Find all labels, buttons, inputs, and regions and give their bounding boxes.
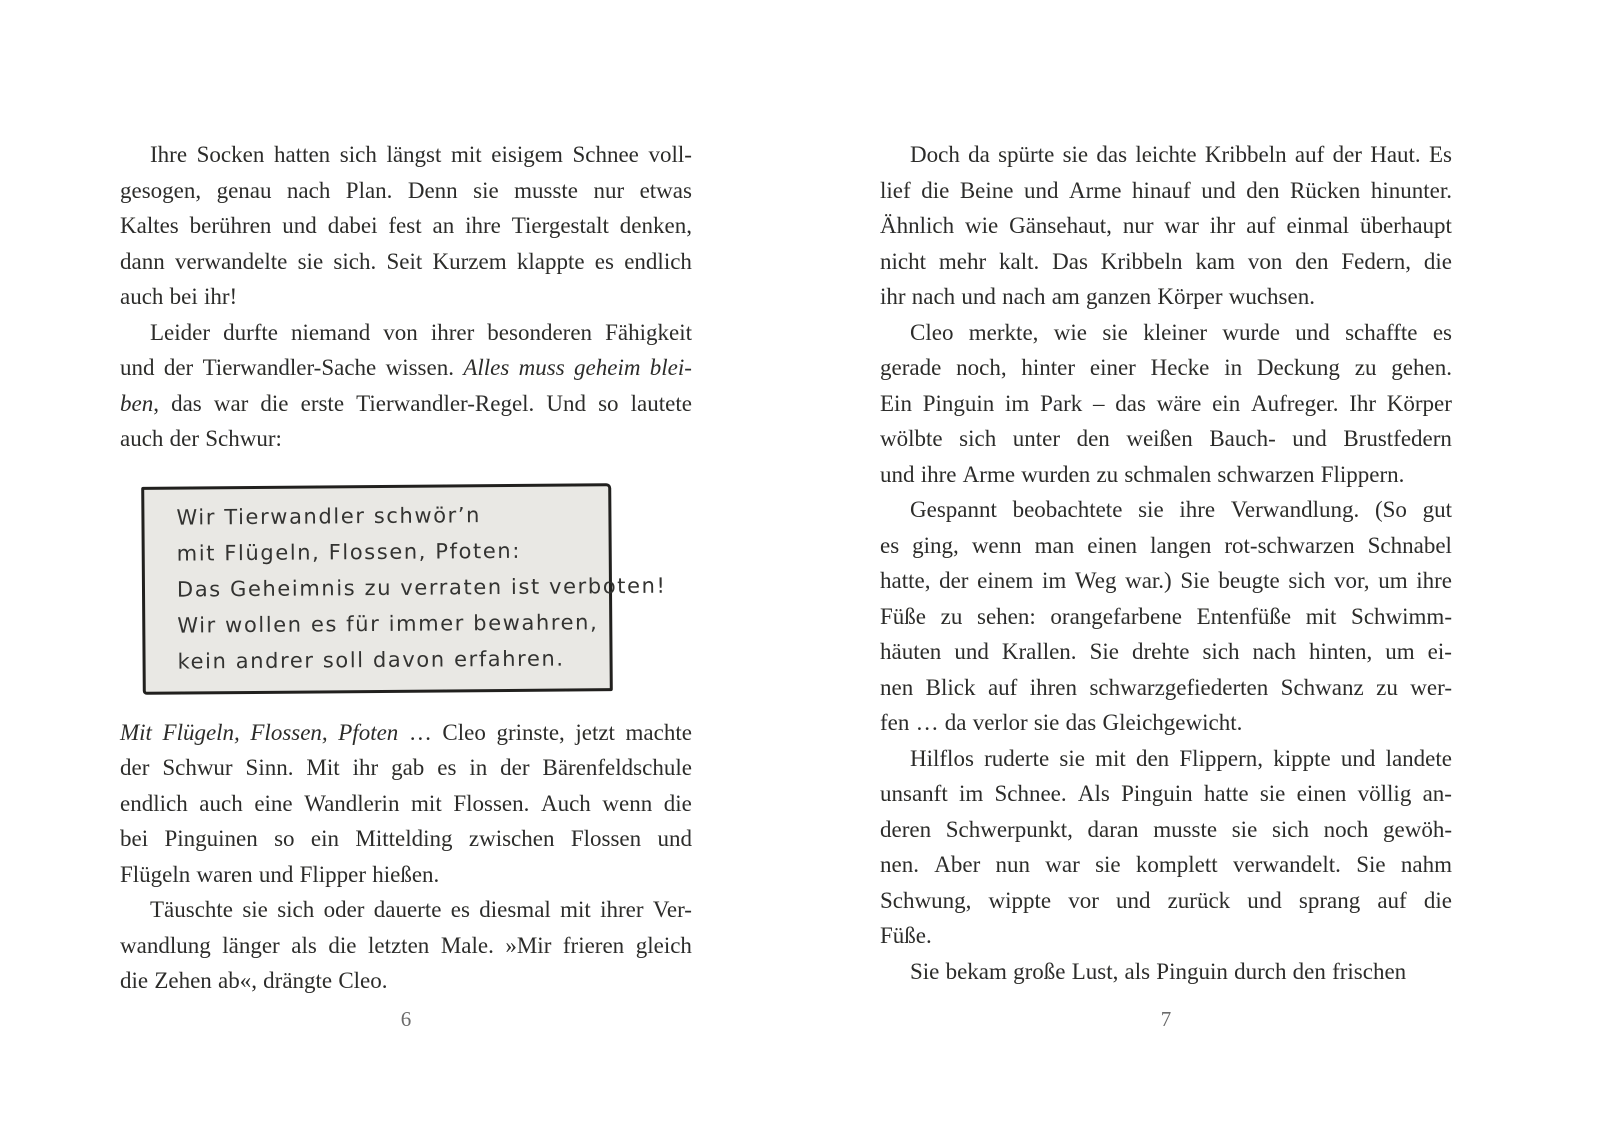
paragraph: [880, 137, 1452, 315]
text-line: ben, das war die erste Tierwandler-Regel. Und so lautete: [120, 390, 692, 416]
paragraph: [880, 492, 1452, 741]
text-line: der Schwur Sinn. Mit ihr gab es in der Bärenfeldschule: [120, 755, 692, 780]
left-page-number: 6: [400, 1007, 412, 1031]
text-line: Hilflos ruderte sie mit den Flippern, kippte und landete: [910, 745, 1452, 771]
text-line: Füße.: [880, 923, 932, 948]
text-line: gesogen, genau nach Plan. Denn sie musste nur etwas: [120, 177, 692, 203]
right-page-number: 7: [1160, 1007, 1172, 1031]
oath-line: kein andrer soll davon erfahren.: [177, 646, 565, 674]
text-line: Füße zu sehen: orangefarbene Entenfüße mit Schwimm-: [880, 603, 1452, 629]
text-line: gerade noch, hinter einer Hecke in Deckung zu gehen.: [880, 355, 1452, 380]
paragraph: [880, 954, 1452, 990]
text-line: Doch da spürte sie das leichte Kribbeln auf der Haut. Es: [910, 142, 1452, 167]
text-line: nen. Aber nun war sie komplett verwandelt. Sie nahm: [880, 852, 1452, 877]
paragraph: [120, 892, 692, 999]
text-line: auch der Schwur:: [120, 426, 282, 451]
text-line: auch bei ihr!: [120, 284, 238, 309]
oath-line: Das Geheimnis zu verraten ist verboten!: [176, 573, 667, 602]
text-line: es ging, wenn man einen langen rot-schwarzen Schnabel: [880, 532, 1452, 558]
text-line: Kaltes berühren und dabei fest an ihre Tiergestalt denken,: [120, 213, 692, 238]
text-line: Ein Pinguin im Park – das wäre ein Aufreger. Ihr Körper: [880, 390, 1452, 416]
paragraph: [120, 137, 692, 315]
text-line: nen Blick auf ihren schwarzgefiederten Schwanz zu wer-: [880, 674, 1452, 700]
text-line: hatte, der einem im Weg war.) Sie beugte sich vor, um ihre: [880, 568, 1452, 593]
text-line: endlich auch eine Wandlerin mit Flossen. Auch wenn die: [120, 790, 692, 816]
text-line: ihr nach und nach am ganzen Körper wuchsen.: [880, 284, 1315, 309]
oath-box: [141, 483, 667, 695]
text-line: Schwung, wippte vor und zurück und sprang auf die: [880, 887, 1452, 913]
text-line: deren Schwerpunkt, daran musste sie sich noch gewöh-: [880, 816, 1452, 842]
text-line: Cleo merkte, wie sie kleiner wurde und schaffte es: [910, 319, 1452, 345]
text-line: wölbte sich unter den weißen Bauch- und Brustfedern: [880, 426, 1452, 451]
text-line: lief die Beine und Arme hinauf und den Rücken hinunter.: [880, 177, 1452, 203]
left-page-text: [120, 137, 692, 999]
text-line: Gespannt beobachtete sie ihre Verwandlung. (So gut: [910, 497, 1452, 522]
text-line: Ähnlich wie Gänsehaut, nur war ihr auf einmal überhaupt: [880, 213, 1452, 238]
oath-line: Wir wollen es für immer bewahren,: [177, 609, 599, 638]
text-line: und ihre Arme wurden zu schmalen schwarzen Flippern.: [880, 461, 1405, 487]
text-line: Sie bekam große Lust, als Pinguin durch den frischen: [910, 958, 1407, 984]
text-line: häuten und Krallen. Sie drehte sich nach hinten, um ei-: [880, 639, 1452, 664]
text-line: wandlung länger als die letzten Male. »Mir frieren gleich: [120, 932, 692, 958]
text-line: die Zehen ab«, drängte Cleo.: [120, 968, 388, 993]
paragraph: [880, 741, 1452, 954]
paragraph: [120, 315, 692, 457]
text-line: Täuschte sie sich oder dauerte es diesmal mit ihrer Ver-: [150, 897, 692, 922]
paragraph: [120, 715, 692, 893]
text-line: bei Pinguinen so ein Mittelding zwischen Flossen und: [120, 826, 692, 851]
oath-line: mit Flügeln, Flossen, Pfoten:: [176, 538, 522, 566]
text-line: Mit Flügeln, Flossen, Pfoten … Cleo grinste, jetzt machte: [120, 719, 692, 745]
text-line: Ihre Socken hatten sich längst mit eisigem Schnee voll-: [150, 142, 692, 167]
text-line: Flügeln waren und Flipper hießen.: [120, 861, 440, 887]
text-line: fen … da verlor sie das Gleichgewicht.: [880, 710, 1243, 735]
text-line: unsanft im Schnee. Als Pinguin hatte sie einen völlig an-: [880, 781, 1452, 806]
text-line: und der Tierwandler-Sache wissen. Alles muss geheim blei-: [120, 355, 692, 380]
paragraph: [880, 315, 1452, 493]
text-line: dann verwandelte sie sich. Seit Kurzem klappte es endlich: [120, 248, 692, 274]
right-page-text: [880, 137, 1452, 989]
text-line: nicht mehr kalt. Das Kribbeln kam von den Federn, die: [880, 248, 1452, 274]
text-line: Leider durfte niemand von ihrer besonderen Fähigkeit: [150, 319, 692, 345]
oath-line: Wir Tierwandler schwör’n: [176, 502, 482, 530]
